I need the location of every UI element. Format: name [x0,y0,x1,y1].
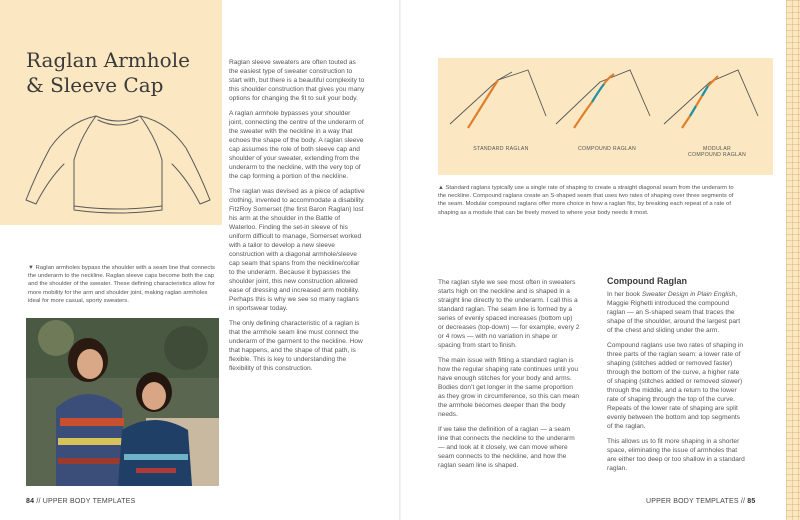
title-line-2: & Sleeve Cap [26,73,164,97]
grid-edge-strip [786,0,800,520]
standard-raglan-text [438,278,580,476]
raglan-diagram-panel [438,58,773,175]
running-head-left: // UPPER BODY TEMPLATES [36,498,136,505]
compound-intro-paragraph [607,290,745,335]
compound-raglan-heading: Compound Raglan [607,276,687,286]
intro-text-column [229,58,365,379]
raglan-sweater-illustration [18,108,218,223]
label-modular-line1: MODULAR [702,146,732,152]
page-title [26,48,216,98]
body-paragraph: If we take the definition of a raglan — a seam line that connects the neckline to the underarm — and look at it closely, we can move where seam connects to the neckline, and how the raglan seam line is shaped. [438,426,575,469]
page-number-left: 84 [26,498,35,505]
title-line-1: Raglan Armhole [26,48,190,72]
running-head-right: UPPER BODY TEMPLATES // [646,498,746,505]
left-caption: ▼ Raglan armholes bypass the shoulder with a seam line that connects the underarm to the neckline. Raglan sleeve caps become both the cap and the shoulder of the sweater. These defining characteristics allow for more mobility for the arm and shoulder joint, making raglan armholes ideal for more casual, sporty sweaters. [28,265,215,304]
intro-paragraph: A raglan armhole bypasses your shoulder joint, connecting the centre of the underarm of the sweater with the neckline in a way that echoes the shape of the body. A raglan sleeve cap assumes the role of both sleeve cap and shoulder of your sweater, extending from the underarm to the neckline, with the very top of the cap forming a portion of the neckline. [229,110,364,180]
intro-paragraph: The raglan was devised as a piece of adaptive clothing, invented to accommodate a disability. FitzRoy Somerset (the first Baron Raglan) lost his arm at the shoulder in the Battle of Waterloo. Finding the set-in sleeve of his uniform difficult to manage, Somerset worked with a tailor to develop a new sleeve construction with a diagonal armhole/sleeve cap seam that spans from the neckline/collar to the underarm. Because it bypasses the shoulder joint, this new construction allowed ease of dressing and increased arm mobility. Perhaps this is why we see so many raglans in sportswear today. [229,188,365,312]
compound-p1-end: , Maggie Righetti introduced the compound raglan — an S-shaped seam that traces the shape of the shoulder, around the largest part of the chest and sliding under the arm. [607,291,741,334]
label-standard-raglan: STANDARD RAGLAN [473,146,529,152]
diagram-caption: ▲ Standard raglans typically use a single rate of shaping to create a straight diagonal seam from the underarm to the neckline. Compound raglans create an S-shaped seam that uses two rates of shaping over three segments of the seam. Modular compound raglans offer more choice in how a raglan fits, by breaking each repeat of a rate of shaping as a module that can be freely moved to where your body needs it most. [438,185,734,216]
intro-paragraph: The only defining characteristic of a raglan is that the armhole seam line must connect the underarm of the garment to the neckline. How that happens, and the shape of that path, is flexible. This is key to understanding the flexibility of this construction. [229,320,363,372]
body-paragraph: The main issue with fitting a standard raglan is how the regular shaping rate continues until you have enough stitches for your body and arms. Bodies don’t get longer in the same proportion as they grow in circumference, so this can mean the armhole becomes deeper than the body needs. [438,357,580,418]
label-modular-compound-raglan [670,146,764,158]
body-paragraph: This allows us to fit more shaping in a shorter space, eliminating the issue of armholes that are either too deep or too shallow in a standard raglan. [607,438,745,472]
label-modular-line2: COMPOUND RAGLAN [687,152,747,158]
body-paragraph: Compound raglans use two rates of shaping in three parts of the raglan seam: a lower rate of shaping (stitches added or removed faster) through the bottom of the curve, a higher rate of shaping (stitches added or removed slower) through the middle, and a return to the lower rate of shaping through the top of the curve. Repeats of the lower rate of shaping are split evenly between the bottom and top segments of the raglan. [607,342,743,430]
label-compound-raglan: COMPOUND RAGLAN [577,146,637,152]
page-number-right: 85 [747,498,756,505]
body-paragraph: The raglan style we see most often in sweaters starts high on the neckline and is shaped in a straight line directly to the underarm. I call this a standard raglan. The seam line is formed by a series of evenly spaced increases (bottom up) or decreases (top-down) — for example, every 2 or 4 rows — with no variation in shape or spacing from start to finish. [438,279,580,349]
compound-p1-start: In her book [607,291,642,298]
footer-left [26,498,135,505]
footer-right [646,498,755,505]
intro-paragraph: Raglan sleeve sweaters are often touted as the easiest type of sweater construction to start with, but there is a beautiful complexity to this shoulder construction that gives you many options for changing the fit to suit your body. [229,59,365,102]
book-title: Sweater Design in Plain English [641,291,736,298]
page-gutter [399,0,401,520]
compound-raglan-text [607,290,745,479]
photo-two-women [26,318,219,486]
